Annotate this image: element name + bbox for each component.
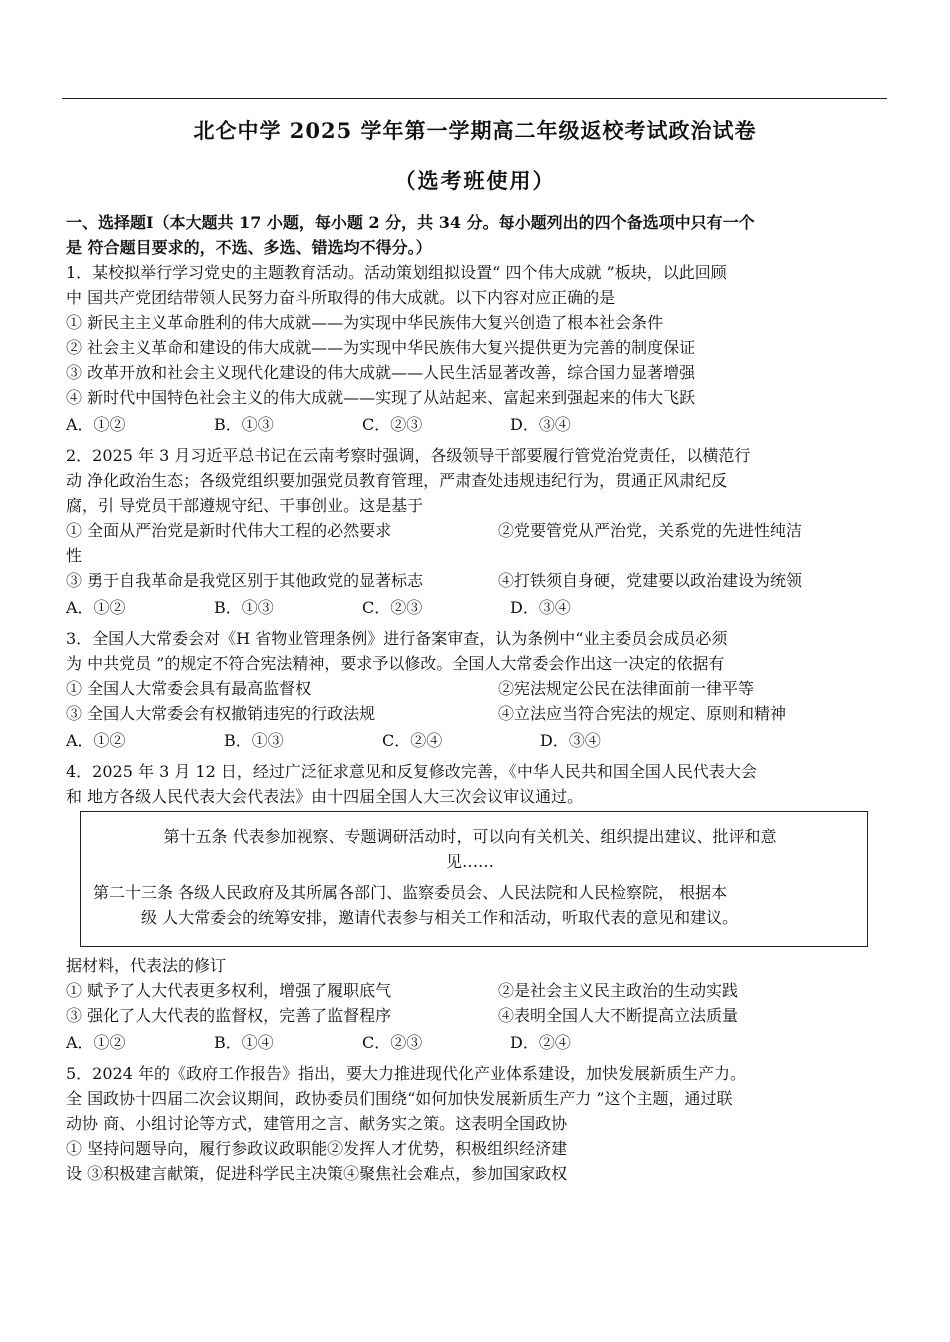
exam-subtitle: （选考班使用） xyxy=(394,168,556,193)
q4-stem-line2: 和 地方各级人民代表大会代表法》由十四届全国人大三次会议审议通过。 xyxy=(66,787,584,806)
q3-option-a[interactable]: A．①② xyxy=(66,731,126,750)
q5-items-line2: 设 ③积极建言献策，促进科学民主决策④聚焦社会难点，参加国家政权 xyxy=(66,1164,568,1183)
exam-content xyxy=(66,210,886,1186)
q1-stem-line1: 1．某校拟举行学习党史的主题教育活动。活动策划组拟设置“ 四个伟大成就 ”板块，以此回顾 xyxy=(66,263,727,282)
q3-items-row2 xyxy=(66,701,886,726)
q4-option-c[interactable]: C．②③ xyxy=(362,1033,423,1052)
q4-options xyxy=(66,1030,886,1055)
q1-item-4: ④ 新时代中国特色社会主义的伟大成就——实现了从站起来、富起来到强起来的伟大飞跃 xyxy=(66,388,696,407)
section-heading-line1: 一、选择题Ⅰ（本大题共 17 小题，每小题 2 分，共 34 分。每小题列出的四个备选项中只有一个 xyxy=(66,213,755,232)
q4-option-d[interactable]: D．②④ xyxy=(510,1033,571,1052)
q4-items-row2 xyxy=(66,1003,886,1028)
q3-options xyxy=(66,728,886,753)
q4-article-23-line2: 级 人大常委会的统筹安排，邀请代表参与相关工作和活动，听取代表的意见和建议。 xyxy=(141,908,739,927)
q4-article-23 xyxy=(93,880,847,930)
question-2 xyxy=(66,443,886,620)
q3-item-3: ③ 全国人大常委会有权撤销违宪的行政法规 xyxy=(66,704,376,723)
q3-item-2: ②宪法规定公民在法律面前一律平等 xyxy=(498,679,755,698)
exam-title: 北仑中学 2025 学年第一学期高二年级返校考试政治试卷 xyxy=(193,118,757,143)
q4-material-box xyxy=(80,811,868,947)
q4-item-4: ④表明全国人大不断提高立法质量 xyxy=(498,1006,739,1025)
q4-item-2: ②是社会主义民主政治的生动实践 xyxy=(498,981,739,1000)
q4-stem-line3: 据材料，代表法的修订 xyxy=(66,956,227,975)
q2-items-row2 xyxy=(66,568,886,593)
q3-option-c[interactable]: C．②④ xyxy=(382,731,443,750)
q1-item-3: ③ 改革开放和社会主义现代化建设的伟大成就——人民生活显著改善，综合国力显著增强 xyxy=(66,363,696,382)
q1-option-a[interactable]: A．①② xyxy=(66,415,126,434)
q1-stem-line2: 中 国共产党团结带领人民努力奋斗所取得的伟大成就。以下内容对应正确的是 xyxy=(66,288,616,307)
q4-article-15-line2: 见…… xyxy=(445,852,494,871)
section-heading-line2: 是 符合题目要求的，不选、多选、错选均不得分。） xyxy=(66,238,432,257)
question-3 xyxy=(66,626,886,753)
q2-option-c[interactable]: C．②③ xyxy=(362,598,423,617)
q2-stem-line3: 腐，引 导党员干部遵规守纪、干事创业。这是基于 xyxy=(66,496,424,515)
q5-stem-line3: 动协 商、小组讨论等方式，建管用之言、献务实之策。这表明全国政协 xyxy=(66,1114,568,1133)
q2-stem-line2: 动 净化政治生态；各级党组织要加强党员教育管理，严肃查处违规违纪行为，贯通正风肃纪反 xyxy=(66,471,728,490)
q2-item-2-wrap: 性 xyxy=(66,546,83,565)
q1-item-1: ① 新民主主义革命胜利的伟大成就——为实现中华民族伟大复兴创造了根本社会条件 xyxy=(66,313,664,332)
q4-item-3: ③ 强化了人大代表的监督权，完善了监督程序 xyxy=(66,1006,392,1025)
q3-items-row1 xyxy=(66,676,886,701)
q3-stem-line1: 3．全国人大常委会对《H 省物业管理条例》进行备案审查，认为条例中“业主委员会成员必须 xyxy=(66,629,728,648)
q2-stem-line1: 2．2025 年 3 月习近平总书记在云南考察时强调，各级领导干部要履行管党治党责任，以横范行 xyxy=(66,446,751,465)
question-4 xyxy=(66,759,886,1055)
q1-item-2: ② 社会主义革命和建设的伟大成就——为实现中华民族伟大复兴提供更为完善的制度保证 xyxy=(66,338,696,357)
q4-items-row1 xyxy=(66,978,886,1003)
q2-item-1: ① 全面从严治党是新时代伟大工程的必然要求 xyxy=(66,521,392,540)
q3-item-4: ④立法应当符合宪法的规定、原则和精神 xyxy=(498,704,787,723)
q4-article-15-line1: 第十五条 代表参加视察、专题调研活动时，可以向有关机关、组织提出建议、批评和意 xyxy=(163,827,777,846)
q1-option-b[interactable]: B．①③ xyxy=(214,415,274,434)
q4-item-1: ① 赋予了人大代表更多权利，增强了履职底气 xyxy=(66,981,392,1000)
q2-items-row1 xyxy=(66,518,886,543)
q2-item-2: ②党要管党从严治党，关系党的先进性纯洁 xyxy=(498,521,803,540)
q4-article-23-line1: 第二十三条 各级人民政府及其所属各部门、监察委员会、人民法院和人民检察院， 根据本 xyxy=(93,883,728,902)
q1-option-c[interactable]: C．②③ xyxy=(362,415,423,434)
q2-option-a[interactable]: A．①② xyxy=(66,598,126,617)
q3-option-b[interactable]: B．①③ xyxy=(224,731,284,750)
question-5 xyxy=(66,1061,886,1186)
q2-options xyxy=(66,595,886,620)
q2-item-3: ③ 勇于自我革命是我党区别于其他政党的显著标志 xyxy=(66,571,424,590)
q4-article-15 xyxy=(93,824,847,874)
question-1 xyxy=(66,260,886,437)
q3-option-d[interactable]: D．③④ xyxy=(540,731,601,750)
q4-option-b[interactable]: B．①④ xyxy=(214,1033,274,1052)
q5-items-line1: ① 坚持问题导向，履行参政议政职能②发挥人才优势，积极组织经济建 xyxy=(66,1139,568,1158)
q4-stem-line1: 4．2025 年 3 月 12 日，经过广泛征求意见和反复修改完善，《中华人民共和国全国人民代表大会 xyxy=(66,762,757,781)
q3-stem-line2: 为 中共党员 ”的规定不符合宪法精神，要求予以修改。全国人大常委会作出这一决定的依据有 xyxy=(66,654,725,673)
q5-stem-line1: 5．2024 年的《政府工作报告》指出，要大力推进现代化产业体系建设，加快发展新质生产力。 xyxy=(66,1064,746,1083)
q4-option-a[interactable]: A．①② xyxy=(66,1033,126,1052)
q2-option-b[interactable]: B．①③ xyxy=(214,598,274,617)
q5-stem-line2: 全 国政协十四届二次会议期间，政协委员们围绕“如何加快发展新质生产力 ”这个主题，通过联 xyxy=(66,1089,733,1108)
q2-option-d[interactable]: D．③④ xyxy=(510,598,571,617)
q1-option-d[interactable]: D．③④ xyxy=(510,415,571,434)
q3-item-1: ① 全国人大常委会具有最高监督权 xyxy=(66,679,312,698)
q1-options xyxy=(66,412,886,437)
header-rule xyxy=(62,98,887,99)
q2-item-4: ④打铁须自身硬，党建要以政治建设为统领 xyxy=(498,571,803,590)
